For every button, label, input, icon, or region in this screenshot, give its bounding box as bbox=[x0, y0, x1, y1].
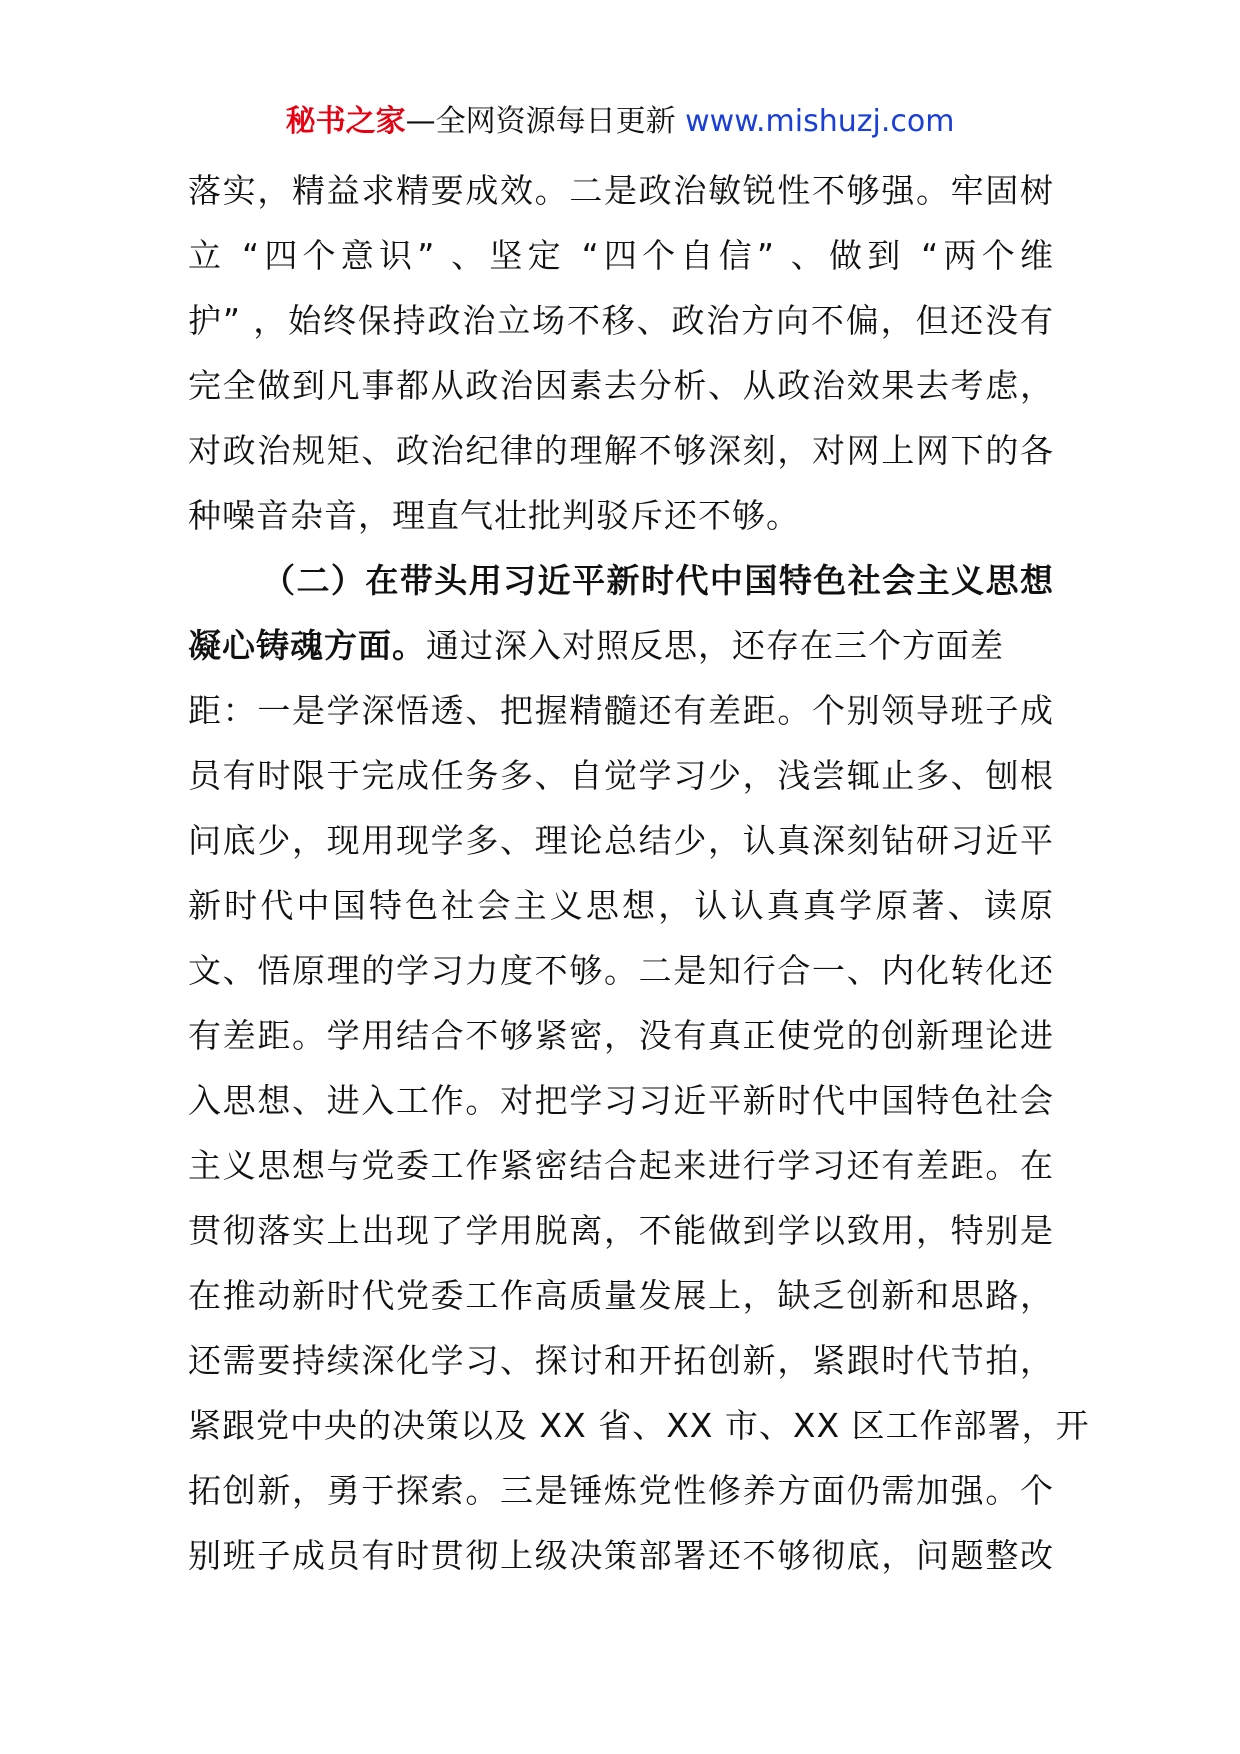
text-line: 立 “四个意识” 、坚定 “四个自信” 、做到 “两个维 bbox=[188, 236, 1054, 275]
section-heading-end: 凝心铸魂方面。 bbox=[188, 626, 426, 665]
site-header bbox=[0, 100, 1240, 144]
text-line: 种噪音杂音，理直气壮批判驳斥还不够。 bbox=[188, 496, 800, 535]
site-tagline: —全网资源每日更新 bbox=[405, 104, 686, 139]
text-line: 在推动新时代党委工作高质量发展上，缺乏创新和思路， bbox=[188, 1276, 1054, 1315]
text-line: 贯彻落实上出现了学用脱离，不能做到学以致用，特别是 bbox=[188, 1211, 1054, 1250]
site-url-link[interactable]: www.mishuzj.com bbox=[685, 104, 955, 139]
document-body bbox=[188, 158, 1090, 1588]
text-line: 新时代中国特色社会主义思想，认认真真学原著、读原 bbox=[188, 886, 1054, 925]
text-line: 入思想、进入工作。对把学习习近平新时代中国特色社会 bbox=[188, 1081, 1054, 1120]
section-heading: （二）在带头用习近平新时代中国特色社会主义思想 bbox=[262, 561, 1054, 600]
text-line: 对政治规矩、政治纪律的理解不够深刻，对网上网下的各 bbox=[188, 431, 1054, 470]
text-line: 紧跟党中央的决策以及 XX 省、XX 市、XX 区工作部署，开 bbox=[188, 1406, 1090, 1445]
text-line: 距：一是学深悟透、把握精髓还有差距。个别领导班子成 bbox=[188, 691, 1054, 730]
text-line: 落实，精益求精要成效。二是政治敏锐性不够强。牢固树 bbox=[188, 171, 1054, 210]
text-line: 完全做到凡事都从政治因素去分析、从政治效果去考虑， bbox=[188, 366, 1054, 405]
text-line: 员有时限于完成任务多、自觉学习少，浅尝辄止多、刨根 bbox=[188, 756, 1054, 795]
text-line: 还需要持续深化学习、探讨和开拓创新，紧跟时代节拍， bbox=[188, 1341, 1054, 1380]
text-span: 通过深入对照反思，还存在三个方面差 bbox=[426, 626, 1004, 665]
text-line: 有差距。学用结合不够紧密，没有真正使党的创新理论进 bbox=[188, 1016, 1054, 1055]
text-line: 文、悟原理的学习力度不够。二是知行合一、内化转化还 bbox=[188, 951, 1054, 990]
text-line: 问底少，现用现学多、理论总结少，认真深刻钻研习近平 bbox=[188, 821, 1054, 860]
site-brand: 秘书之家 bbox=[285, 104, 406, 139]
section-heading-continuation bbox=[188, 613, 1054, 678]
text-line: 拓创新，勇于探索。三是锤炼党性修养方面仍需加强。个 bbox=[188, 1471, 1054, 1510]
text-line: 别班子成员有时贯彻上级决策部署还不够彻底，问题整改 bbox=[188, 1536, 1054, 1575]
text-line: 主义思想与党委工作紧密结合起来进行学习还有差距。在 bbox=[188, 1146, 1054, 1185]
text-line: 护” ，始终保持政治立场不移、政治方向不偏，但还没有 bbox=[188, 301, 1054, 340]
